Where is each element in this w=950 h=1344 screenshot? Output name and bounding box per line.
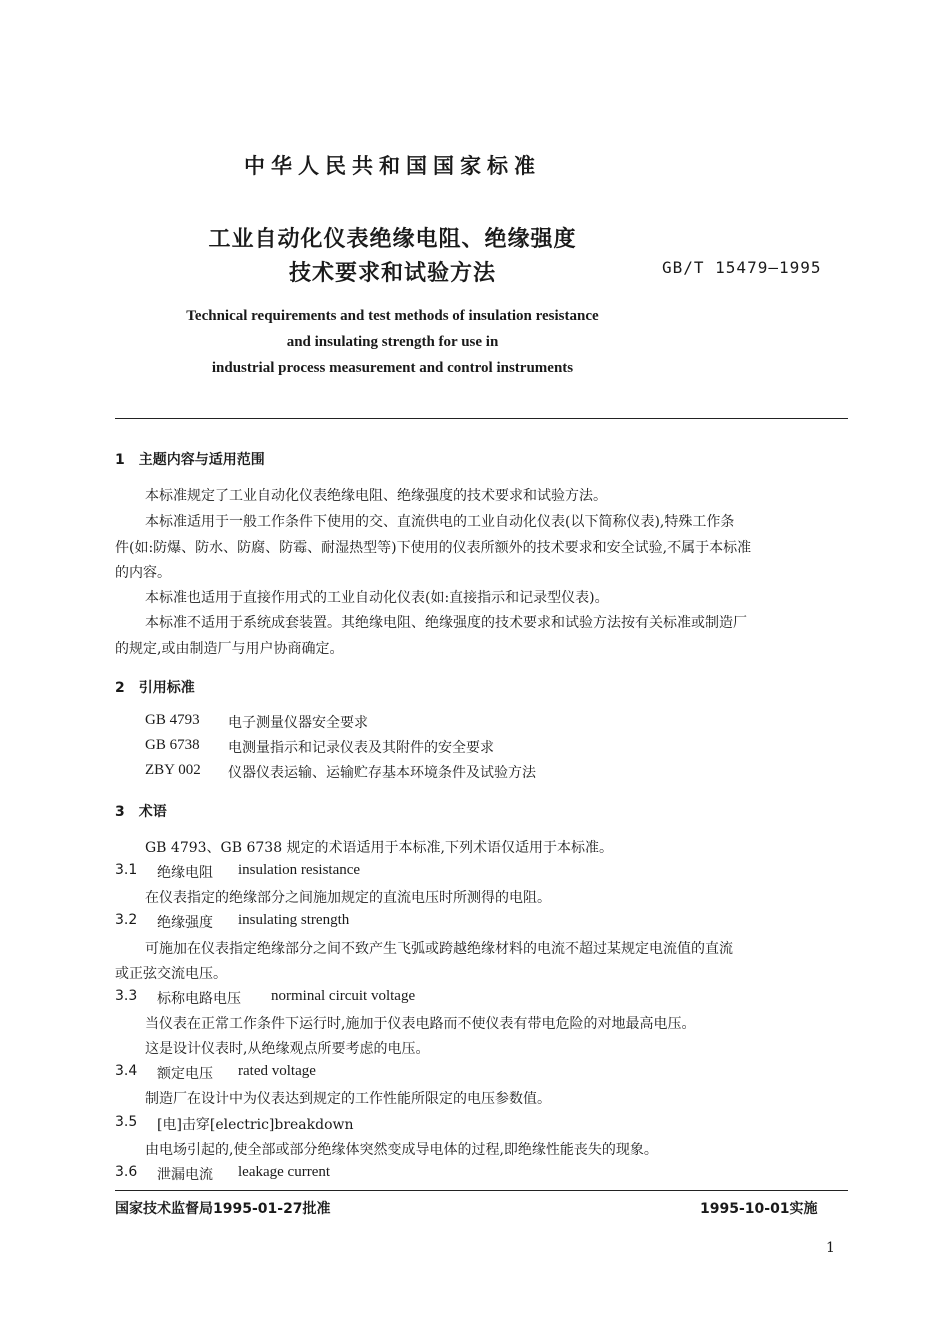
s1-paragraph-2c: 的内容。 [115,565,171,581]
term-number: 3.1 [115,862,138,878]
term-en: insulation resistance [238,862,361,878]
term-definition: 制造厂在设计中为仪表达到规定的工作性能所限定的电压参数值。 [145,1091,551,1107]
s3-intro: GB 4793、GB 6738 规定的术语适用于本标准,下列术语仅适用于本标准。 [145,840,614,856]
ref-code: GB 4793 [145,712,200,728]
title-en-line3: industrial process measurement and control instruments [211,360,574,376]
s1-paragraph-2a: 本标准适用于一般工作条件下使用的交、直流供电的工业自动化仪表(以下简称仪表),特殊工作条 [145,514,735,530]
term-en: insulating strength [238,912,350,928]
term-number: 3.6 [115,1164,138,1180]
approval-date: 国家技术监督局1995-01-27批准 [115,1201,331,1217]
ref-title: 电测量指示和记录仪表及其附件的安全要求 [228,740,494,756]
term-en: norminal circuit voltage [271,988,416,1004]
term-definition: 可施加在仪表指定绝缘部分之间不致产生飞弧或跨越绝缘材料的电流不超过某规定电流值的直流 [145,941,733,957]
title-cn-line2: 技术要求和试验方法 [288,261,496,286]
national-standard-heading: 中华人民共和国国家标准 [244,154,541,178]
term-cn: 绝缘强度 [157,915,213,931]
term-cn: [电]击穿[electric]breakdown [157,1117,354,1133]
effective-date: 1995-10-01实施 [700,1201,818,1217]
title-en-line1: Technical requirements and test methods of insulation resistance [186,308,599,324]
ref-code: ZBY 002 [145,762,201,778]
ref-title: 电子测量仪器安全要求 [228,715,368,731]
term-definition: 当仪表在正常工作条件下运行时,施加于仪表电路而不使仪表有带电危险的对地最高电压。 [145,1016,696,1032]
term-definition: 在仪表指定的绝缘部分之间施加规定的直流电压时所测得的电阻。 [145,890,551,906]
term-definition: 由电场引起的,使全部或部分绝缘体突然变成导电体的过程,即绝缘性能丧失的现象。 [145,1142,658,1158]
term-number: 3.4 [115,1063,138,1079]
standard-number: GB/T 15479—1995 [662,258,822,277]
section-2-heading: 2 引用标准 [115,680,195,696]
term-cn: 标称电路电压 [157,991,241,1007]
term-definition-cont: 这是设计仪表时,从绝缘观点所要考虑的电压。 [145,1041,430,1057]
term-number: 3.2 [115,912,138,928]
section-1-heading: 1 主题内容与适用范围 [115,452,265,468]
s1-paragraph-1: 本标准规定了工业自动化仪表绝缘电阻、绝缘强度的技术要求和试验方法。 [145,488,607,504]
ref-code: GB 6738 [145,737,200,753]
term-en: rated voltage [238,1063,316,1079]
title-en-line2: and insulating strength for use in [286,334,499,350]
term-en: leakage current [238,1164,331,1180]
footer-divider [115,1190,848,1191]
term-cn: 额定电压 [157,1066,213,1082]
s1-paragraph-3: 本标准也适用于直接作用式的工业自动化仪表(如:直接指示和记录型仪表)。 [145,590,609,606]
ref-title: 仪器仪表运输、运输贮存基本环境条件及试验方法 [228,765,536,781]
s1-paragraph-4b: 的规定,或由制造厂与用户协商确定。 [115,641,344,657]
header-divider [115,418,848,419]
s1-paragraph-2b: 件(如:防爆、防水、防腐、防霉、耐湿热型等)下使用的仪表所额外的技术要求和安全试验,不属于本标准 [115,540,752,556]
s1-paragraph-4a: 本标准不适用于系统成套装置。其绝缘电阻、绝缘强度的技术要求和试验方法按有关标准或制造厂 [145,615,747,631]
title-cn-line1: 工业自动化仪表绝缘电阻、绝缘强度 [208,227,577,252]
term-definition-cont: 或正弦交流电压。 [115,966,227,982]
term-number: 3.3 [115,988,138,1004]
page-number: 1 [826,1240,835,1256]
term-cn: 泄漏电流 [157,1167,213,1183]
term-cn: 绝缘电阻 [157,865,213,881]
term-number: 3.5 [115,1114,138,1130]
section-3-heading: 3 术语 [115,804,167,820]
